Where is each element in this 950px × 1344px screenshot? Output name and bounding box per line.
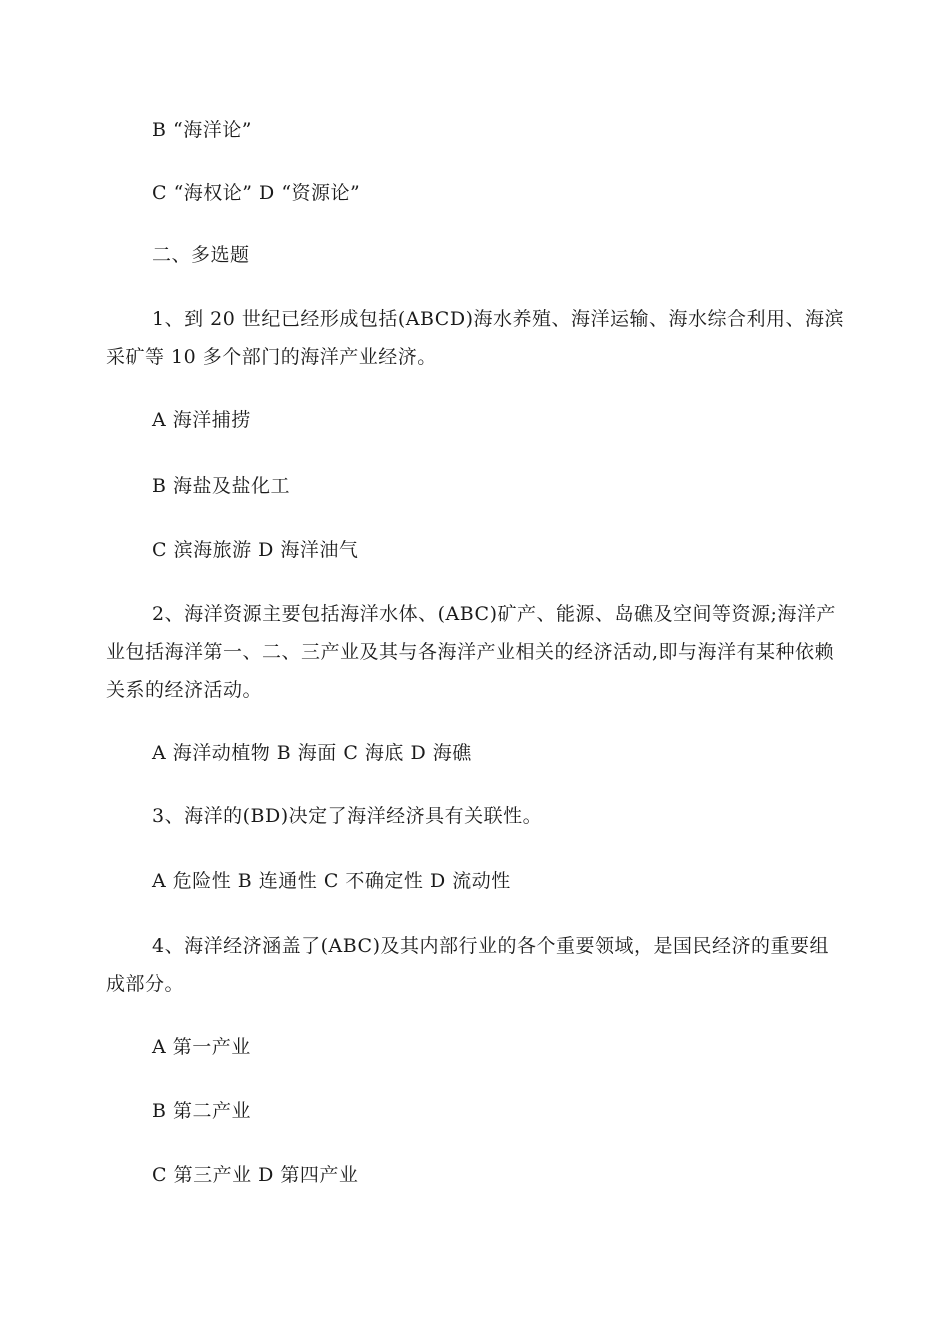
- section-heading: 二、多选题: [152, 244, 250, 266]
- question-3-options: A 危险性 B 连通性 C 不确定性 D 流动性: [152, 870, 511, 892]
- question-4: 4、海洋经济涵盖了(ABC)及其内部行业的各个重要领域，是国民经济的重要组成部分。: [106, 935, 829, 995]
- option-c-d-line: C “海权论” D “资源论”: [152, 182, 361, 204]
- question-1-option-b: B 海盐及盐化工: [152, 475, 291, 497]
- question-2-options: A 海洋动植物 B 海面 C 海底 D 海礁: [152, 742, 472, 764]
- question-1: 1、到 20 世纪已经形成包括(ABCD)海水养殖、海洋运输、海水综合利用、海滨采矿等 10 多个部门的海洋产业经济。: [106, 308, 844, 368]
- question-2: 2、海洋资源主要包括海洋水体、(ABC)矿产、能源、岛礁及空间等资源;海洋产业包括海洋第一、二、三产业及其与各海洋产业相关的经济活动,即与海洋有某种依赖关系的经济活动。: [106, 603, 836, 701]
- question-1-option-a: A 海洋捕捞: [152, 409, 251, 431]
- question-1-option-c-d: C 滨海旅游 D 海洋油气: [152, 539, 359, 561]
- question-3: 3、海洋的(BD)决定了海洋经济具有关联性。: [152, 805, 543, 827]
- question-4-option-c-d: C 第三产业 D 第四产业: [152, 1164, 359, 1186]
- question-4-option-b: B 第二产业: [152, 1100, 252, 1122]
- question-4-option-a: A 第一产业: [152, 1036, 251, 1058]
- option-b-ocean-theory: B “海洋论”: [152, 119, 252, 141]
